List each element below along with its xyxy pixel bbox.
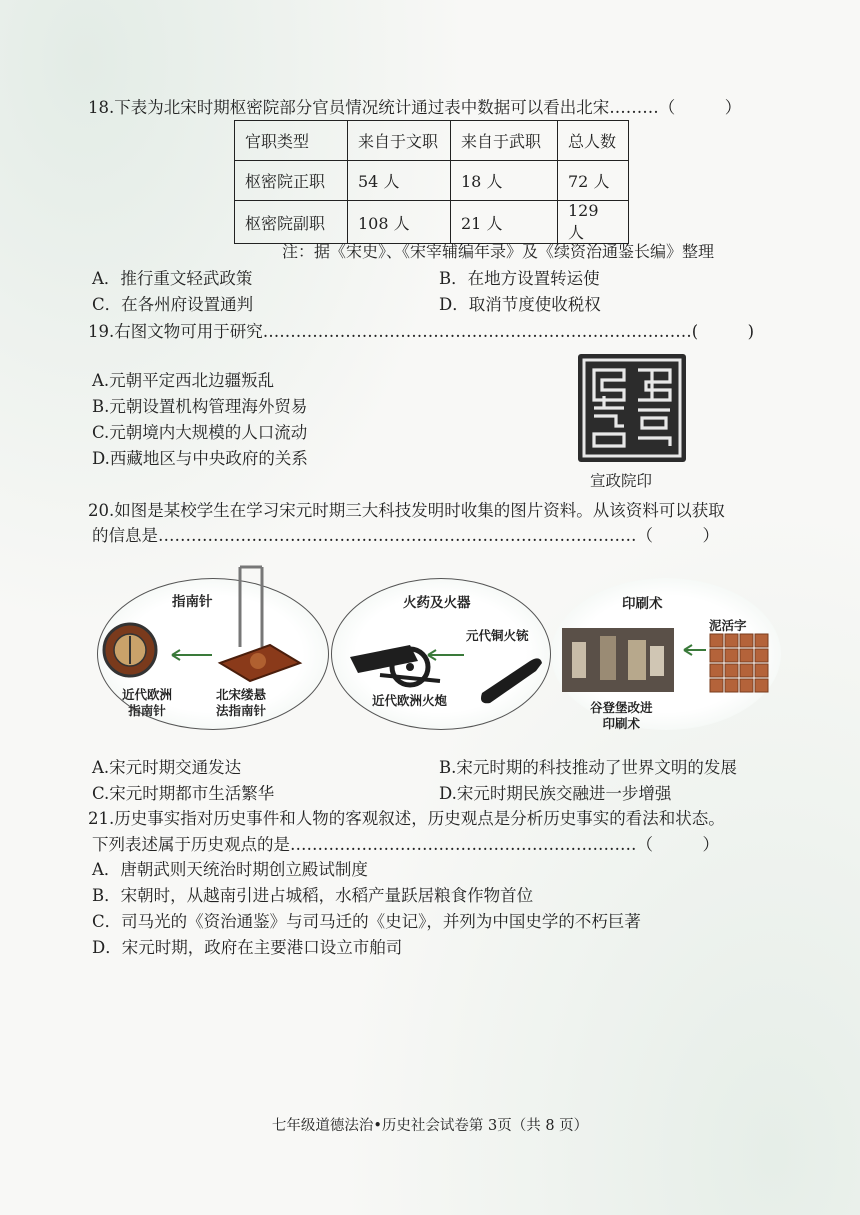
q21-stem-line1: 21.历史事实指对历史事件和人物的客观叙述，历史观点是分析历史事实的看法和状态。 [88, 809, 725, 828]
compass-right-label-line2: 法指南针 [216, 703, 267, 718]
table-cell: 72 人 [558, 161, 629, 201]
european-cannon-icon [350, 645, 440, 685]
compass-right-label-line1: 北宋缕悬 [216, 687, 267, 702]
q21-option-d: D．宋元时期，政府在主要港口设立市舶司 [92, 938, 403, 957]
q19-stem: 19.右图文物可用于研究……………………………………………………………………( ) [88, 322, 755, 341]
clay-movable-type-icon [710, 634, 768, 692]
table-cell: 枢密院副职 [235, 201, 348, 244]
q18-table [234, 120, 629, 244]
q20-option-c: C.宋元时期都市生活繁华 [92, 784, 275, 803]
q21-stem-line2: 下列表述属于历史观点的是………………………………………………………（ ） [92, 835, 719, 854]
q20-stem-line1: 20.如图是某校学生在学习宋元时期三大科技发明时收集的图片资料。从该资料可以获取 [88, 501, 725, 520]
table-cell: 108 人 [348, 201, 451, 244]
table-header-cell: 来自于武职 [451, 121, 558, 161]
q20-stem-line2: 的信息是……………………………………………………………………………（ ） [92, 526, 719, 545]
q18-stem: 18.下表为北宋时期枢密院部分官员情况统计通过表中数据可以看出北宋………（ ） [88, 98, 742, 117]
q19-option-c: C.元朝境内大规模的人口流动 [92, 423, 308, 442]
q18-note: 注：据《宋史》、《宋宰辅编年录》及《续资治通鉴长编》整理 [282, 242, 715, 261]
seal-glyph-icon [578, 354, 686, 462]
q21-option-c: C．司马光的《资治通鉴》与司马迁的《史记》，并列为中国史学的不朽巨著 [92, 912, 641, 931]
seal-caption: 宣政院印 [590, 472, 653, 490]
q18-option-b: B．在地方设置转运使 [439, 269, 600, 288]
table-row [235, 201, 629, 244]
gutenberg-label-line1: 谷登堡改进 [590, 700, 653, 715]
gutenberg-label-line2: 印刷术 [602, 716, 641, 731]
table-header-cell: 总人数 [558, 121, 629, 161]
gunpowder-panel-title: 火药及火器 [403, 595, 471, 611]
table-row [235, 161, 629, 201]
q19-option-d: D.西藏地区与中央政府的关系 [92, 449, 308, 468]
table-cell: 枢密院正职 [235, 161, 348, 201]
movable-type-label: 泥活字 [709, 618, 747, 633]
table-header-cell: 来自于文职 [348, 121, 451, 161]
bronze-gun-label: 元代铜火铳 [466, 628, 529, 643]
table-header-cell: 官职类型 [235, 121, 348, 161]
compass-left-label [122, 687, 172, 719]
table-header-row [235, 121, 629, 161]
yuan-bronze-gun-icon [481, 658, 542, 703]
cannon-label: 近代欧洲火炮 [372, 693, 448, 708]
compass-panel-title: 指南针 [172, 594, 213, 610]
q21-option-b: B．宋朝时，从越南引进占城稻，水稻产量跃居粮食作物首位 [92, 886, 534, 905]
table-cell: 21 人 [451, 201, 558, 244]
q19-option-a: A.元朝平定西北边疆叛乱 [92, 371, 275, 390]
q19-option-b: B.元朝设置机构管理海外贸易 [92, 397, 308, 416]
q21-option-a: A．唐朝武则天统治时期创立殿试制度 [92, 860, 368, 879]
printing-panel-title: 印刷术 [622, 596, 663, 612]
q20-option-a: A.宋元时期交通发达 [92, 758, 242, 777]
xuanzheng-seal-image [578, 354, 686, 462]
table-cell: 54 人 [348, 161, 451, 201]
printing-illustration [558, 620, 773, 700]
compass-right-label [216, 687, 266, 719]
q20-option-b: B.宋元时期的科技推动了世界文明的发展 [439, 758, 737, 777]
q20-option-d: D.宋元时期民族交融进一步增强 [439, 784, 672, 803]
compass-left-label-line2: 指南针 [128, 703, 166, 718]
compass-left-label-line1: 近代欧洲 [122, 687, 173, 702]
q18-option-c: C．在各州府设置通判 [92, 295, 254, 314]
table-cell: 18 人 [451, 161, 558, 201]
table-cell: 129 人 [558, 201, 629, 244]
q18-option-d: D．取消节度使收税权 [439, 295, 601, 314]
page-footer: 七年级道德法治•历史社会试卷第 3页（共 8 页） [271, 1118, 589, 1134]
gutenberg-label [590, 700, 653, 732]
q18-option-a: A．推行重文轻武政策 [92, 269, 253, 288]
